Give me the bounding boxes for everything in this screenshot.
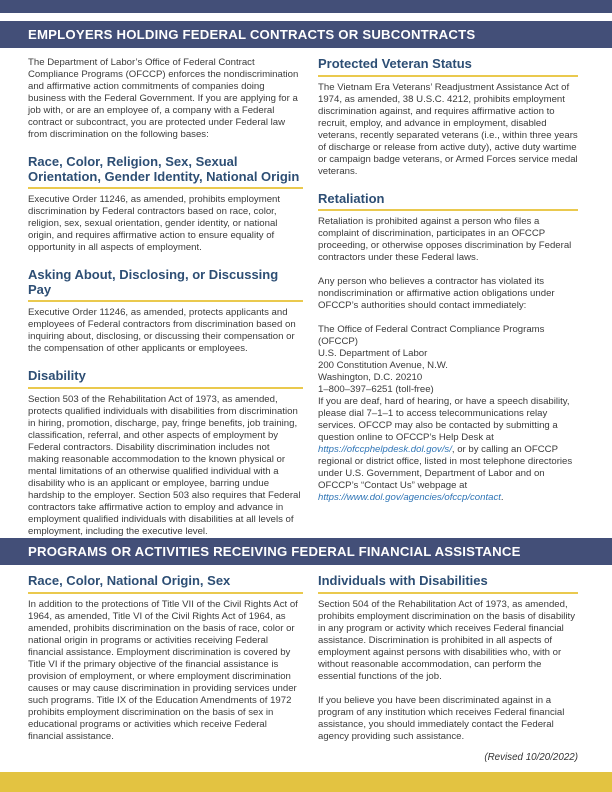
address-line-city: Washington, D.C. 20210 [318,372,423,383]
heading-race-color-religion: Race, Color, Religion, Sex, Sexual Orientation, Gender Identity, National Origin [28,155,303,189]
section2-banner [0,538,612,565]
revision-date: (Revised 10/20/2022) [484,752,578,763]
section2-content [0,565,612,750]
section2-left-column [28,574,303,750]
intro-paragraph: The Department of Labor’s Office of Federal Contract Compliance Programs (OFCCP) enforces the nondiscrimination and affirmative action commitments of companies doing business with the Federal Government. If you are applying for a job with, or are an employee of, a company with a Federal contract or subcontract, you are protected under Federal law from discrimination on the following bases: [28,57,299,140]
address-line-phone: 1–800–397–6251 (toll-free) [318,384,434,395]
relay-text-2: , or by calling an OFCCP regional or district office, listed in most telephone directories under U.S. Government, Department of Labor and on OFCCP’s “Contact Us” webpage at [318,444,573,491]
paragraph-disability: Section 503 of the Rehabilitation Act of 1973, as amended, protects qualified individuals with disabilities from discrimination in hiring, promotion, discharge, pay, fringe benefits, job training, classification, referral, and other aspects of employment by Federal contractors. Disability discrimination includes not making reasonable accommodation to the known physical or mental limitations of an otherwise qualified individual with a disability who is an applicant or employee, barring undue hardship to the employer. Section 503 also requires that Federal contractors take affirmative action to employ and advance in employment qualified individuals with disabilities at all levels of employment, including the executive level. [28,393,301,537]
section1-left-column [28,57,303,538]
helpdesk-link[interactable]: https://ofccphelpdesk.dol.gov/s/ [318,444,452,455]
paragraph-title-vi-title-ix: In addition to the protections of Title VII of the Civil Rights Act of 1964, as amended, Title VI of the Civil Rights Act of 1964, as amended, prohibits discrimination on the basis of race, color or national origin in programs or activities receiving Federal financial assistance. Employment discrimination is covered by Title VI if the primary objective of the financial assistance is provision of employment, or where employment discrimination causes or may cause discrimination in providing services under such programs. Title IX of the Education Amendments of 1972 prohibits employment discrimination on the basis of sex in educational programs or activities which receive Federal financial assistance. [28,598,298,742]
section2-banner-title: PROGRAMS OR ACTIVITIES RECEIVING FEDERAL FINANCIAL ASSISTANCE [28,544,521,559]
section1-content [0,48,612,538]
paragraph-retaliation: Retaliation is prohibited against a person who files a complaint of discrimination, participates in an OFCCP proceeding, or otherwise opposes discrimination by Federal contractors under these Federal laws. [318,216,572,263]
ofccp-address-block [318,324,578,396]
heading-individuals-with-disabilities: Individuals with Disabilities [318,574,578,594]
paragraph-contact-intro: Any person who believes a contractor has violated its nondiscrimination or affirmative action obligations under OFCCP’s authorities should contact immediately: [318,276,555,311]
paragraph-eo11246-discrimination: Executive Order 11246, as amended, prohibits employment discrimination by Federal contractors based on race, color, religion, sex, sexual orientation, gender identity, or national origin, and requires affirmative action to ensure equality of opportunity in all aspects of employment. [28,194,281,253]
section1-banner [0,21,612,48]
section2-right-column [318,574,578,750]
top-blue-strip [0,0,612,13]
heading-race-color-national-origin-sex: Race, Color, National Origin, Sex [28,574,303,594]
paragraph-federal-agency-contact: If you believe you have been discriminated against in a program of any institution which receives Federal financial assistance, you should immediately contact the Federal agency providing such assistance. [318,694,565,742]
heading-protected-veteran-status: Protected Veteran Status [318,57,578,77]
paragraph-veteran-status: The Vietnam Era Veterans’ Readjustment Assistance Act of 1974, as amended, 38 U.S.C. 4212, prohibits employment discrimination against, and requires affirmative action to recruit, employ, and advance in employment, disabled veterans, recently separated veterans (i.e., within three years of discharge or release from active duty), active duty wartime or campaign badge veterans, or Armed Forces service medal veterans. [318,81,578,177]
address-line-office: The Office of Federal Contract Compliance Programs (OFCCP) [318,324,545,347]
contact-us-link[interactable]: https://www.dol.gov/agencies/ofccp/contact [318,492,501,503]
address-line-department: U.S. Department of Labor [318,348,428,359]
relay-text-3: . [500,492,504,503]
section1-banner-title: EMPLOYERS HOLDING FEDERAL CONTRACTS OR SUBCONTRACTS [28,27,476,42]
relay-text-1: If you are deaf, hard of hearing, or have a speech disability, please dial 7–1–1 to access telecommunications relay services. OFCCP may also be contacted by submitting a question online to OFCCP’s Help Desk at [318,396,570,443]
bottom-gold-bar [0,772,612,792]
paragraph-pay-transparency: Executive Order 11246, as amended, protects applicants and employees of Federal contractors from discrimination based on inquiring about, disclosing, or discussing their compensation or the compensation of other applicants or employees. [28,307,296,354]
heading-pay-transparency: Asking About, Disclosing, or Discussing Pay [28,268,303,302]
paragraph-relay-contact [318,396,578,504]
paragraph-section-504: Section 504 of the Rehabilitation Act of 1973, as amended, prohibits employment discrimination on the basis of disability in any program or activity which receives Federal financial assistance. Discrimination is prohibited in all aspects of employment against persons with disabilities who, with or without reasonable accommodation, can perform the essential functions of the job. [318,598,576,682]
heading-retaliation: Retaliation [318,192,578,212]
address-line-street: 200 Constitution Avenue, N.W. [318,360,448,371]
section1-right-column [318,57,578,538]
heading-disability: Disability [28,369,303,389]
